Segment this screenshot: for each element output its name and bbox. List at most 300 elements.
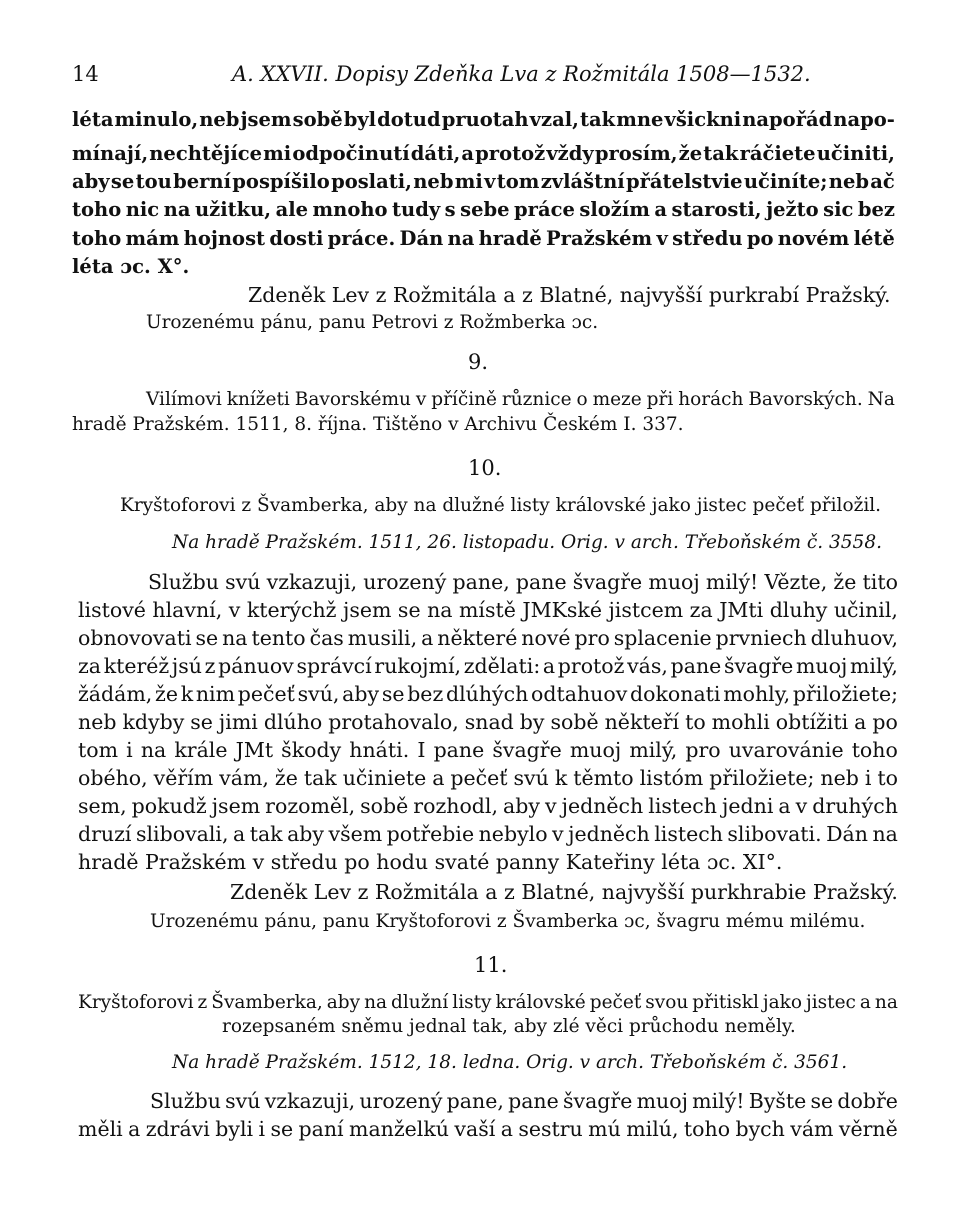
word: jimi (218, 710, 258, 734)
word: odpočinutí (292, 142, 410, 165)
text-line (78, 794, 898, 818)
word: muoj (569, 738, 622, 762)
word: k (180, 682, 194, 706)
word: učiniti, (816, 142, 895, 165)
text-line (78, 1117, 898, 1141)
word: na (872, 822, 898, 846)
word: kteréž (103, 654, 170, 678)
word: Dán (399, 227, 444, 250)
word: vám (790, 1117, 834, 1141)
word: přiložiete; (709, 766, 815, 790)
word: po (872, 710, 898, 734)
word: Kryštoforovi (78, 992, 194, 1013)
word: mnoho (312, 198, 388, 221)
word: a (128, 1117, 141, 1141)
word: aby (326, 992, 361, 1013)
word: Službu (148, 570, 219, 594)
text-line (150, 1089, 898, 1113)
word: aby (342, 682, 380, 706)
word: pečeť (450, 766, 508, 790)
word: neb (78, 710, 117, 734)
word: vždy (546, 142, 594, 165)
word: na (447, 227, 475, 250)
word: jedni (722, 794, 774, 818)
word: by (519, 710, 545, 734)
word: jsú (171, 654, 202, 678)
word: tom (496, 170, 540, 193)
word: mohli (711, 710, 770, 734)
word: na (222, 626, 248, 650)
word: dluhy (769, 598, 828, 622)
word: při (646, 389, 674, 410)
word: paní (298, 1117, 344, 1141)
word: jsem (342, 598, 392, 622)
word: mohly, (723, 682, 791, 706)
word: pokudž (131, 794, 207, 818)
word: neb (199, 108, 240, 131)
word: i (258, 1117, 266, 1141)
word: Na (867, 389, 895, 410)
word: druhých (812, 794, 898, 818)
word: Vilímovi (146, 389, 222, 410)
word: švagře (572, 570, 643, 594)
regest-line: hradě Pražském. 1511, 8. října. Tištěno v Archivu Českém I. 337. (72, 414, 684, 435)
word: příčině (431, 389, 497, 410)
word: v (656, 227, 668, 250)
word: čas (309, 626, 344, 650)
word: sobě (550, 710, 599, 734)
letter-number: 11. (474, 953, 508, 977)
word: svú (513, 766, 549, 790)
word: švagře (492, 738, 562, 762)
word: splacenie (613, 626, 712, 650)
word: mne (616, 108, 664, 131)
word: poslati, (331, 170, 412, 193)
word: aby (72, 170, 110, 193)
word: toho (851, 738, 898, 762)
text-line (78, 598, 898, 622)
word: pane (670, 654, 722, 678)
word: sestru (518, 1117, 583, 1141)
word: obtížiti (775, 710, 849, 734)
word: na (140, 738, 167, 762)
word: druzí (78, 822, 132, 846)
signature: Zdeněk Lev z Rožmitála a z Blatné, najvyšší purkrabí Pražský. (248, 283, 891, 307)
word: jsem (240, 108, 292, 131)
word: pánuov (218, 654, 294, 678)
word: meze (592, 389, 642, 410)
word: zvláštní (540, 170, 625, 193)
word: sobě (360, 794, 409, 818)
word: svú (225, 1089, 261, 1113)
word: nebylo (478, 822, 548, 846)
word: milý, (849, 654, 898, 678)
regest-line (78, 992, 898, 1013)
word: věrně (838, 1117, 898, 1141)
word: Službu (150, 1089, 221, 1113)
word: mám (125, 227, 180, 250)
word: listóm (639, 766, 704, 790)
word: všickni (664, 108, 742, 131)
word: mi (263, 142, 292, 165)
word: různice (501, 389, 572, 410)
word: pane (515, 570, 567, 594)
word: dosti (269, 227, 324, 250)
text-line (78, 822, 898, 846)
word: na (364, 992, 388, 1013)
word: Bavorskému (294, 389, 411, 410)
word: a (421, 626, 434, 650)
word: neb (413, 170, 454, 193)
word: milý, (629, 738, 678, 762)
word: v (415, 389, 427, 410)
word: o (576, 389, 588, 410)
text-line (72, 198, 895, 221)
word: pruotah (441, 108, 529, 131)
word: novém (777, 227, 850, 250)
word: svú, (297, 682, 340, 706)
word: kdyby (122, 710, 185, 734)
word: na (427, 598, 453, 622)
word: I (417, 738, 426, 762)
word: sem, (78, 794, 127, 818)
word: učinil, (833, 598, 898, 622)
word: učiníte; (743, 170, 828, 193)
word: pro (574, 626, 610, 650)
word: starosti, (671, 198, 762, 221)
address-line: Urozenému pánu, panu Kryštoforovi z Švamberka ɔc, švagru mému milému. (150, 911, 866, 932)
word: některé (437, 626, 518, 650)
word: protož (557, 654, 625, 678)
word: vám, (219, 766, 269, 790)
word: to (685, 710, 706, 734)
word: obého, (78, 766, 148, 790)
text-line (72, 142, 895, 165)
text-line-last: léta ɔc. X°. (72, 255, 190, 278)
word: pane, (446, 1089, 504, 1113)
word: uvarovánie (728, 738, 844, 762)
word: vás, (627, 654, 668, 678)
word: i (126, 738, 133, 762)
word: rozoměl, (265, 794, 356, 818)
word: královské (495, 992, 586, 1013)
word: protož (475, 142, 546, 165)
word: složím (579, 198, 650, 221)
word: a (432, 766, 445, 790)
word: mi (454, 170, 483, 193)
word: tak (703, 142, 739, 165)
word: že (155, 682, 178, 706)
word: tento (251, 626, 306, 650)
text-line (72, 108, 895, 131)
word: se (397, 598, 421, 622)
word: přátelstvie (626, 170, 743, 193)
running-title: A. XXVII. Dopisy Zdeňka Lva z Rožmitála 1508—1532. (232, 62, 811, 86)
word: mínají, (72, 142, 149, 165)
text-line (148, 570, 898, 594)
regest-line: Kryštoforovi z Švamberka, aby na dlužné listy královské jako jistec pečeť přiložil. (120, 495, 882, 516)
word: listech (648, 794, 717, 818)
word: že (274, 766, 298, 790)
source-line: Na hradě Pražském. 1512, 18. ledna. Orig. v arch. Třeboňském č. 3561. (172, 1052, 848, 1073)
word: mú (588, 1117, 621, 1141)
word: ale (275, 198, 309, 221)
word: se (195, 626, 219, 650)
word: bez (407, 682, 444, 706)
word: hlavní, (152, 598, 223, 622)
word: po (746, 227, 774, 250)
word: žádám, (78, 682, 153, 706)
word: JMti (719, 598, 764, 622)
word: práce. (327, 227, 396, 250)
word: z (197, 992, 208, 1013)
word: a (654, 198, 667, 221)
word: dlúho (263, 710, 323, 734)
word: pečeť (237, 682, 295, 706)
regest-line (146, 389, 895, 410)
word: tou (135, 170, 172, 193)
text-line (72, 170, 895, 193)
word: nim (195, 682, 236, 706)
word: listy (452, 992, 492, 1013)
word: místě (458, 598, 516, 622)
word: zdělati: (463, 654, 541, 678)
address-line: Urozenému pánu, panu Petrovi z Rožmberka ɔc. (146, 312, 599, 333)
word: svou (645, 992, 689, 1013)
word: snad (464, 710, 514, 734)
word: škody (281, 738, 342, 762)
word: napořád (742, 108, 833, 131)
word: se (270, 1117, 294, 1141)
word: na (874, 992, 898, 1013)
letter-number: 9. (468, 350, 489, 374)
word: dlužní (391, 992, 449, 1013)
word: užitku, (194, 198, 272, 221)
word: protahovalo, (328, 710, 459, 734)
word: urozený (363, 570, 447, 594)
word: učiniete (342, 766, 427, 790)
word: k (554, 766, 568, 790)
word: ježto (766, 198, 819, 221)
word: měli (78, 1117, 123, 1141)
word: neb (820, 766, 859, 790)
word: Švamberka, (211, 992, 323, 1013)
word: někteří (604, 710, 680, 734)
word: že (678, 142, 703, 165)
word: sic (823, 198, 854, 221)
word: jistcem (608, 598, 684, 622)
word: dobře (837, 1089, 898, 1113)
word: jako (762, 992, 802, 1013)
word: manželkú (349, 1117, 449, 1141)
word: listové (78, 598, 146, 622)
word: toho (72, 198, 122, 221)
word: dluhuov, (810, 626, 898, 650)
word: a (542, 654, 556, 678)
word: tak (303, 766, 337, 790)
word: se (110, 170, 135, 193)
word: jistec (806, 992, 856, 1013)
word: obnovovati (78, 626, 192, 650)
word: vzkazuji, (264, 1089, 356, 1113)
word: vzkazuji, (266, 570, 358, 594)
word: jedněch (568, 822, 650, 846)
word: všem (328, 822, 383, 846)
word: Dán (826, 822, 868, 846)
text-line (78, 710, 898, 734)
word: zdrávi (145, 1117, 210, 1141)
word: minulo, (114, 108, 199, 131)
word: sobě (292, 108, 343, 131)
word: bez (857, 198, 895, 221)
word: pane (508, 1089, 559, 1113)
word: Bavorských. (748, 389, 863, 410)
word: i (864, 766, 872, 790)
word: prvniech (715, 626, 807, 650)
text-line (78, 738, 898, 762)
word: za (78, 654, 102, 678)
word: musili, (347, 626, 418, 650)
word: aby (503, 794, 540, 818)
word: za (689, 598, 713, 622)
word: ráčiete (739, 142, 816, 165)
word: přitiskl (692, 992, 759, 1013)
word: pospíšilo (232, 170, 330, 193)
word: létě (853, 227, 895, 250)
word: Vězte, (764, 570, 828, 594)
word: tudy (392, 198, 441, 221)
word: byli (215, 1117, 254, 1141)
word: a (859, 992, 871, 1013)
word: věřím (153, 766, 214, 790)
word: sebe (460, 198, 510, 221)
word: odtahuov (531, 682, 628, 706)
word: správcí (296, 654, 372, 678)
word: tito (862, 570, 898, 594)
word: rozhodl, (413, 794, 498, 818)
word: muoj (636, 1089, 688, 1113)
word: léta (72, 108, 114, 131)
word: a (500, 1117, 513, 1141)
word: pane, (452, 570, 510, 594)
word: že (833, 570, 857, 594)
word: muoj (648, 570, 700, 594)
word: Byšte (748, 1089, 807, 1113)
word: berní (173, 170, 231, 193)
word: dáti, (410, 142, 461, 165)
text-line (78, 626, 898, 650)
word: horách (678, 389, 744, 410)
word: bych (735, 1117, 785, 1141)
word: a (778, 794, 791, 818)
word: přiložiete; (792, 682, 898, 706)
letter-number: 10. (468, 456, 502, 480)
word: hradě (478, 227, 542, 250)
word: neb (828, 170, 869, 193)
word: muoj (795, 654, 848, 678)
word: a (232, 822, 246, 846)
word: dokonati (630, 682, 721, 706)
word: těmto (573, 766, 634, 790)
word: nechtějíce (149, 142, 263, 165)
word: a (461, 142, 475, 165)
word: středu (672, 227, 743, 250)
word: v (795, 794, 808, 818)
word: dlúhých (445, 682, 529, 706)
word: rukojmí, (374, 654, 462, 678)
word: byl (343, 108, 377, 131)
word: ač (870, 170, 895, 193)
word: toho (683, 1117, 731, 1141)
word: krále (174, 738, 228, 762)
word: to (877, 766, 898, 790)
word: potřebie (386, 822, 475, 846)
word: pane (433, 738, 485, 762)
word: toho (72, 227, 122, 250)
word: listech (654, 822, 723, 846)
word: vaší (454, 1117, 496, 1141)
word: vzal, (529, 108, 579, 131)
word: nic (125, 198, 160, 221)
word: milý! (705, 570, 759, 594)
word: jedněch (561, 794, 644, 818)
word: pro (685, 738, 721, 762)
word: svú (225, 570, 261, 594)
word: prosím, (594, 142, 678, 165)
regest-line: rozepsaném sněmu jednal tak, aby zlé věci průchodu neměly. (222, 1016, 796, 1037)
word: napo- (833, 108, 895, 131)
word: se (381, 682, 405, 706)
word: v (228, 598, 241, 622)
word: kterýchž (246, 598, 337, 622)
word: aby (287, 822, 325, 846)
word: milý! (692, 1089, 745, 1113)
word: v (552, 822, 564, 846)
word: a (854, 710, 867, 734)
page-number: 14 (72, 62, 99, 86)
word: nové (521, 626, 571, 650)
word: v (484, 170, 496, 193)
word: hojnost (183, 227, 266, 250)
word: se (190, 710, 213, 734)
source-line: Na hradě Pražském. 1511, 26. listopadu. Orig. v arch. Třeboňském č. 3558. (172, 532, 882, 553)
text-line (78, 766, 898, 790)
word: švagře (562, 1089, 633, 1113)
word: JMt (235, 738, 274, 762)
word: dotud (377, 108, 441, 131)
word: tak (249, 822, 283, 846)
text-line (72, 227, 895, 250)
word: milú, (626, 1117, 679, 1141)
word: JMKské (522, 598, 602, 622)
word: slibovati. (727, 822, 822, 846)
word: tak (579, 108, 616, 131)
word: tom (78, 738, 119, 762)
word: knížeti (226, 389, 290, 410)
word: slibovali, (135, 822, 229, 846)
word: hnáti. (349, 738, 410, 762)
signature: Zdeněk Lev z Rožmitála a z Blatné, najvyšší purkhrabie Pražský. (230, 880, 898, 904)
text-line (78, 654, 898, 678)
word: na (163, 198, 191, 221)
word: v (544, 794, 557, 818)
word: švagře (723, 654, 794, 678)
word: se (810, 1089, 834, 1113)
word: pečeť (589, 992, 642, 1013)
word: urozený (359, 1089, 443, 1113)
word: z (204, 654, 216, 678)
word: jsem (211, 794, 261, 818)
